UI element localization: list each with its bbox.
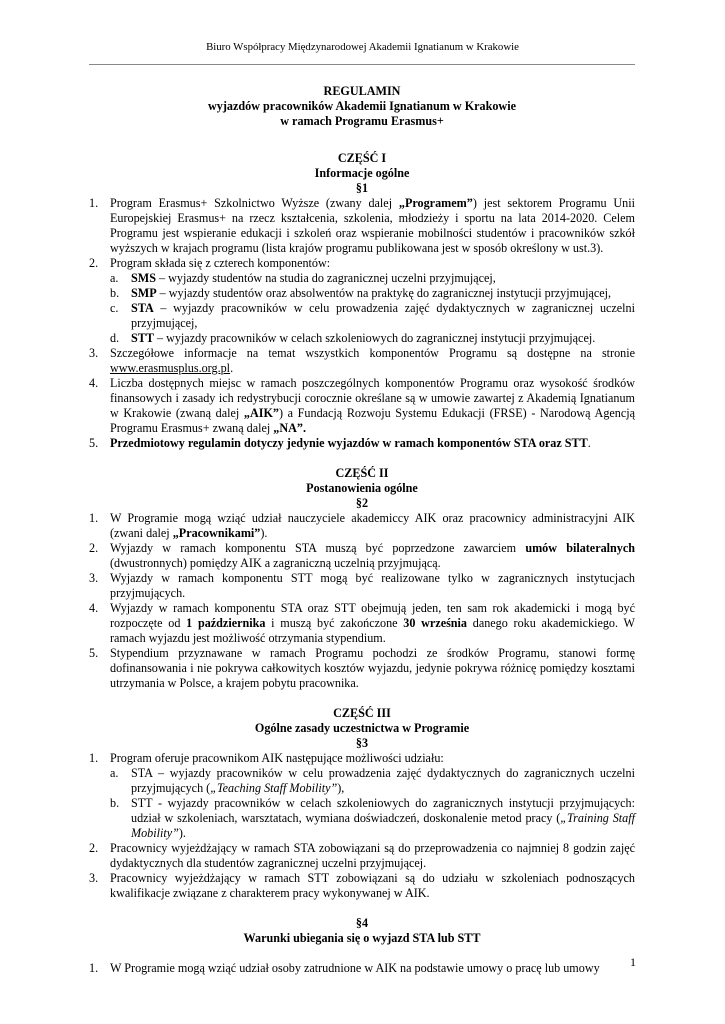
header-divider [89,64,635,65]
item-number: 1. [89,751,99,765]
list-item [89,841,635,871]
list-item [89,256,635,346]
sub-item: c. STA – wyjazdy pracowników w celu prowadzenia zajęć dydaktycznych w zagranicznej uczelni przyjmującej, [110,301,635,330]
list-item [89,376,635,436]
sub-item: b. SMP – wyjazdy studentów oraz absolwentów na praktykę do zagranicznej instytucji przyjmującej, [110,286,612,300]
part1-subheading: Informacje ogólne [314,166,410,180]
page-number: 1 [630,955,636,969]
part3-section: §3 [355,736,369,750]
item-text: Pracownicy wyjeżdżający w ramach STA zobowiązani są do przeprowadzenia co najmniej 8 godzin zajęć dydaktycznych dla studentów zagranicznej uczelni przyjmującej. [110,841,635,870]
item-number: 5. [89,646,99,660]
list-item [89,646,635,691]
item-text: W Programie mogą wziąć udział nauczyciele akademiccy AIK oraz pracownicy administracyjni AIK (zwani dalej „Pracownikami”). [110,511,635,540]
list-item [89,541,635,571]
list-item [89,511,635,541]
list-item [89,961,635,976]
item-text: Liczba dostępnych miejsc w ramach poszczególnych komponentów Programu oraz wysokość środków finansowych i zasady ich redystrybucji corocznie określane są w umowie zawartej z Akademią Ignatianum w Krakowie (zwaną dalej „AIK”) a Fundacją Rozwoju Systemu Edukacji (FRSE) - Narodową Agencją Programu Erasmus+ zwaną dalej „NA”. [110,376,635,435]
sub-item: a. STA – wyjazdy pracowników w celu prowadzenia zajęć dydaktycznych do zagranicznych uczelni przyjmujących („Teaching Staff Mobility”), [110,766,635,795]
part4-section: §4 [355,916,369,930]
list-item [89,436,635,451]
part2-section: §2 [355,496,369,510]
doc-title-line3: w ramach Programu Erasmus+ [280,114,444,128]
item-number: 3. [89,346,99,360]
item-number: 3. [89,571,99,585]
item-number: 4. [89,601,99,615]
item-text: Wyjazdy w ramach komponentu STA muszą być poprzedzone zawarciem umów bilateralnych (dwustronnych) pomiędzy AIK a zagraniczną uczelnią przyjmującą. [110,541,635,570]
item-number: 1. [89,196,99,210]
list-item [89,196,635,256]
item-text: W Programie mogą wziąć udział osoby zatrudnione w AIK na podstawie umowy o pracę lub umowy [110,961,600,975]
part4-subheading: Warunki ubiegania się o wyjazd STA lub STT [243,931,481,945]
list-item [89,871,635,901]
list-item [89,601,635,646]
document-body [89,84,635,976]
part1-heading: CZĘŚĆ I [337,151,387,165]
list-item [89,346,635,376]
item-number: 5. [89,436,99,450]
page-header: Biuro Współpracy Międzynarodowej Akademii Ignatianum w Krakowie [206,41,519,53]
part2-heading: CZĘŚĆ II [335,466,389,480]
item-text: Szczegółowe informacje na temat wszystkich komponentów Programu są dostępne na stronie www.erasmusplus.org.pl. [110,346,635,375]
item-text: Stypendium przyznawane w ramach Programu pochodzi ze środków Programu, stanowi formę dofinansowania i nie pokrywa całkowitych kosztów wyjazdu, jedynie pokrywa różnicę pomiędzy kosztami utrzymania w Polsce, a krajem pobytu pracownika. [110,646,635,690]
sub-item: d. STT – wyjazdy pracowników w celach szkoleniowych do zagranicznej instytucji przyjmującej. [110,331,596,345]
part3-subheading: Ogólne zasady uczestnictwa w Programie [254,721,470,735]
doc-title-line1: REGULAMIN [323,84,401,98]
item-text: Program oferuje pracownikom AIK następujące możliwości udziału: a. STA – wyjazdy pracowników w celu prowadzenia zajęć dydaktycznych do zagranicznych uczelni przyjmujących („Teaching Staff Mobility”), b. STT - wyjazdy pracowników w celach szkoleniowych do zagranicznych instytucji przyjmujących: udział w szkoleniach, warsztatach, wymiana doświadczeń, doskonalenie metod pracy („Training Staff Mobility”). [110,751,635,840]
item-text: Program Erasmus+ Szkolnictwo Wyższe (zwany dalej „Programem”) jest sektorem Programu Unii Europejskiej Erasmus+ na rzecz kształcenia, szkolenia, młodzieży i sportu na lata 2014-2020. Celem Programu jest wspieranie edukacji i szkoleń oraz wspieranie mobilności studentów i pracowników szkół wyższych w krajach programu (lista krajów programu publikowana jest w sposób określony w ust.3). [110,196,635,255]
item-text: Program składa się z czterech komponentów: a. SMS – wyjazdy studentów na studia do zagranicznej uczelni przyjmującej, b. SMP – wyjazdy studentów oraz absolwentów na praktykę do zagranicznej instytucji przyjmującej, c. STA – wyjazdy pracowników w celu prowadzenia zajęć dydaktycznych w zagranicznej uczelni przyjmującej, d. STT – wyjazdy pracowników w celach szkoleniowych do zagranicznej instytucji przyjmującej. [110,256,635,345]
item-number: 1. [89,511,99,525]
item-text: Przedmiotowy regulamin dotyczy jedynie wyjazdów w ramach komponentów STA oraz STT. [110,436,591,450]
doc-title-line2: wyjazdów pracowników Akademii Ignatianum w Krakowie [208,99,516,113]
sub-item: a. SMS – wyjazdy studentów na studia do zagranicznej uczelni przyjmującej, [110,271,496,285]
item-number: 1. [89,961,99,975]
list-item [89,571,635,601]
sub-item: b. STT - wyjazdy pracowników w celach szkoleniowych do zagranicznych instytucji przyjmujących: udział w szkoleniach, warsztatach, wymiana doświadczeń, doskonalenie metod pracy („Training Staff Mobility”). [110,796,635,840]
item-text: Pracownicy wyjeżdżający w ramach STT zobowiązani są do udziału w szkoleniach podnoszących kwalifikacje związane z charakterem pracy wykonywanej w AIK. [110,871,635,900]
list-item [89,751,635,841]
part2-subheading: Postanowienia ogólne [306,481,418,495]
erasmus-link[interactable]: www.erasmusplus.org.pl [110,361,231,375]
item-number: 2. [89,841,99,855]
item-text: Wyjazdy w ramach komponentu STA oraz STT obejmują jeden, ten sam rok akademicki i mogą być rozpoczęte od 1 października i muszą być zakończone 30 września danego roku akademickiego. W ramach wyjazdu jest możliwość otrzymania stypendium. [110,601,636,645]
item-text: Wyjazdy w ramach komponentu STT mogą być realizowane tylko w zagranicznych instytucjach przyjmujących. [110,571,635,600]
part3-heading: CZĘŚĆ III [333,706,391,720]
part1-section: §1 [355,181,369,195]
item-number: 2. [89,541,99,555]
item-number: 3. [89,871,99,885]
item-number: 2. [89,256,99,270]
item-number: 4. [89,376,99,390]
